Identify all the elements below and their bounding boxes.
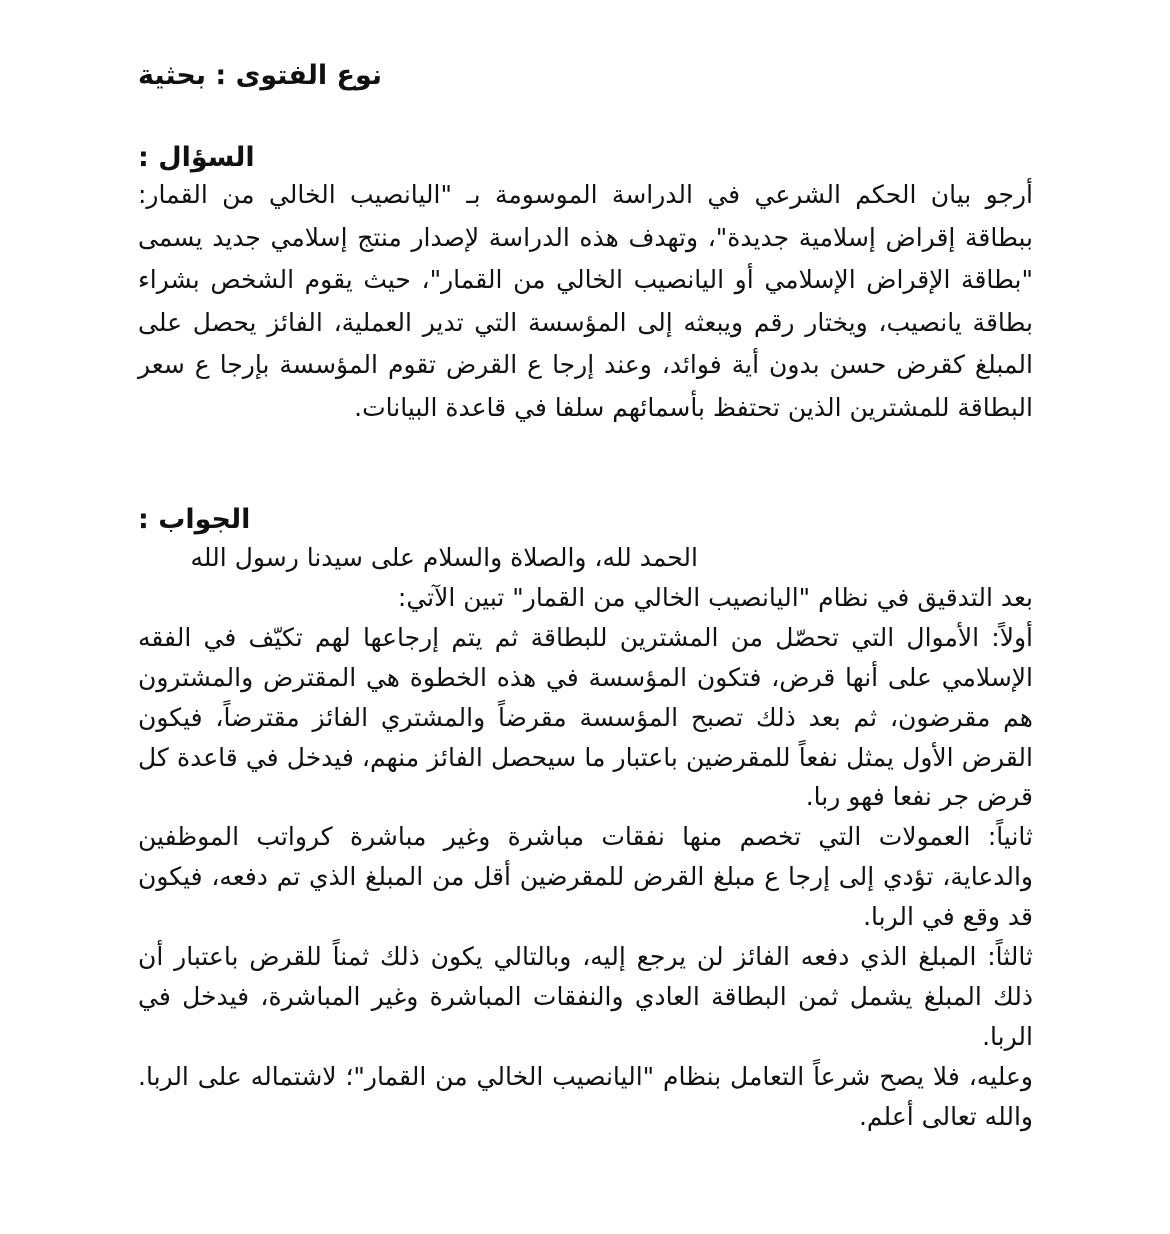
answer-praise: الحمد لله، والصلاة والسلام على سيدنا رسول الله <box>190 543 698 572</box>
answer-conclusion: وعليه، فلا يصح شرعاً التعامل بنظام "اليانصيب الخالي من القمار"؛ لاشتماله على الربا. والله تعالى أعلم. <box>138 1061 1033 1131</box>
answer-point-third: ثالثاً: المبلغ الذي دفعه الفائز لن يرجع إليه، وبالتالي يكون ذلك ثمناً للقرض باعتبار أن ذلك المبلغ يشمل ثمن البطاقة العادي والنفقات المباشرة وغير المباشرة، فيدخل في الربا. <box>138 942 1033 1051</box>
answer-intro: بعد التدقيق في نظام "اليانصيب الخالي من القمار" تبين الآتي: <box>397 582 1033 612</box>
answer-heading: الجواب : <box>138 504 251 535</box>
question-body <box>138 174 1033 429</box>
fatwa-type-title: نوع الفتوى : بحثية <box>138 60 383 91</box>
question-text: أرجو بيان الحكم الشرعي في الدراسة الموسومة بـ "اليانصيب الخالي من القمار: ببطاقة إقراض إسلامية جديدة"، وتهدف هذه الدراسة لإصدار منتج إسلامي جديد يسمى "بطاقة الإقراض الإسلامي أو اليانصيب الخالي من القمار"، حيث يقوم الشخص بشراء بطاقة يانصيب، ويختار رقم ويبعثه إلى المؤسسة التي تدير العملية، الفائز يحصل على المبلغ كقرض حسن بدون أية فوائد، وعند إرجا ع القرض تقوم المؤسسة بإرجا ع سعر البطاقة للمشترين الذين تحتفظ بأسمائهم سلفا في قاعدة البيانات. <box>138 180 1033 422</box>
answer-body <box>138 538 1033 1137</box>
answer-point-first: أولاً: الأموال التي تحصّل من المشترين للبطاقة ثم يتم إرجاعها لهم تكيّف في الفقه الإسلامي على أنها قرض، فتكون المؤسسة في هذه الخطوة هي المقترض والمشترون هم مقرضون، ثم بعد ذلك تصبح المؤسسة مقرضاً والمشتري الفائز مقترضاً، فيكون القرض الأول يمثل نفعاً للمقرضين باعتبار ما سيحصل الفائز منهم، فيدخل في قاعدة كل قرض جر نفعا فهو ربا. <box>138 622 1033 812</box>
answer-point-second: ثانياً: العمولات التي تخصم منها نفقات مباشرة وغير مباشرة كرواتب الموظفين والدعاية، تؤدي إلى إرجا ع مبلغ القرض للمقرضين أقل من المبلغ الذي تم دفعه، فيكون قد وقع في الربا. <box>138 822 1033 932</box>
question-heading: السؤال : <box>138 142 255 173</box>
